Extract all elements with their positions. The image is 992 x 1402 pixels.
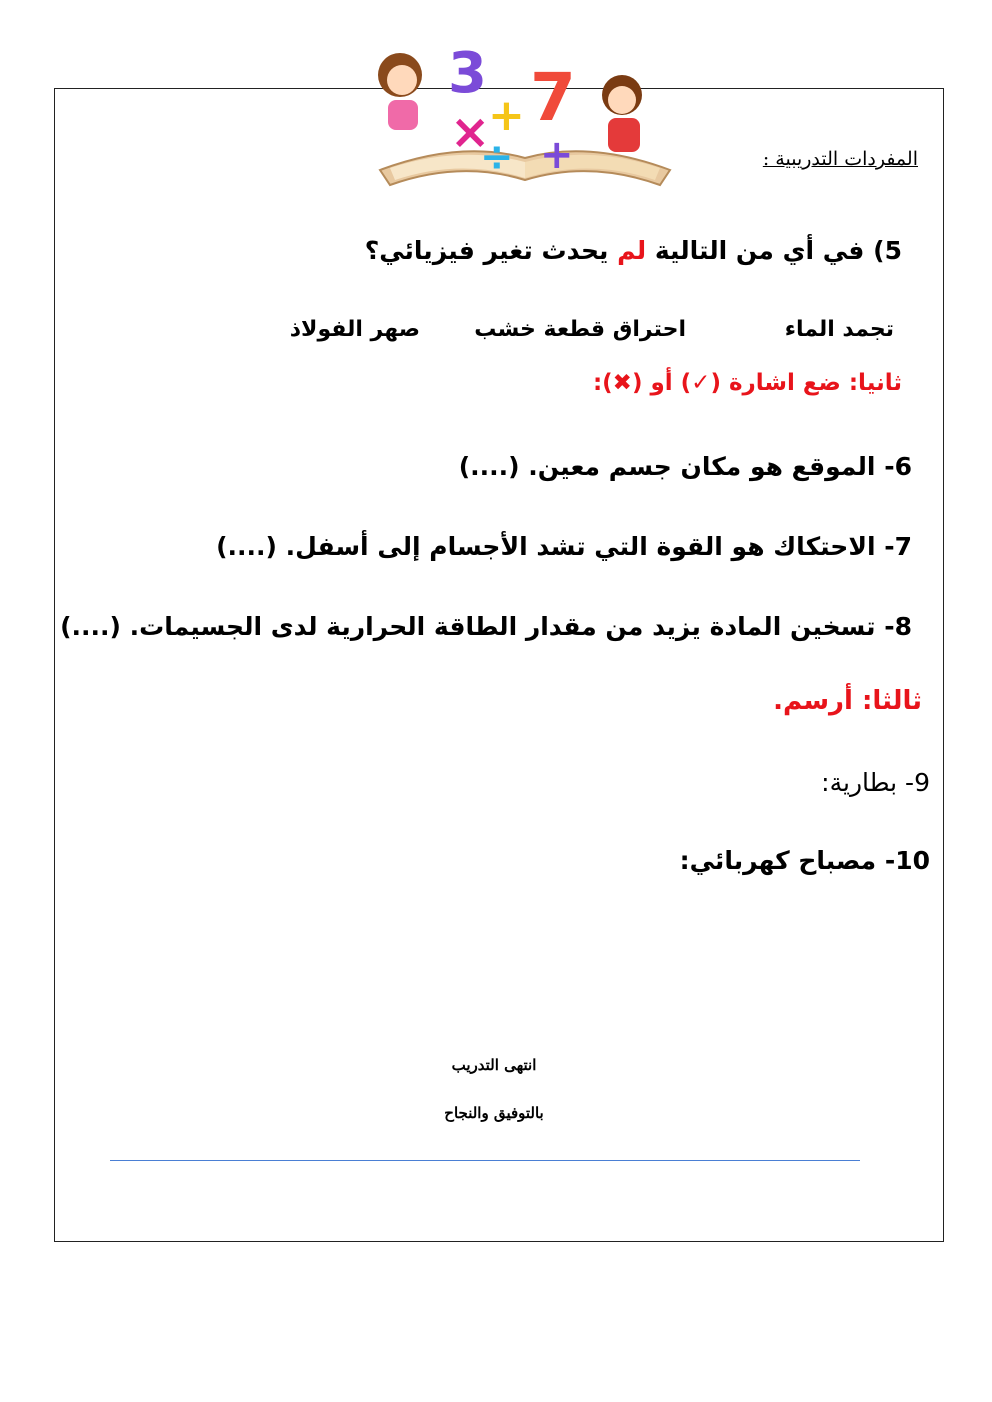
statement-7: 7- الاحتكاك هو القوة التي تشد الأجسام إلى أسفل. (....) — [216, 532, 912, 561]
option-3: صهر الفولاذ — [289, 317, 420, 342]
section-3-heading: ثالثا: أرسم. — [773, 686, 922, 716]
svg-text:7: 7 — [530, 59, 576, 136]
svg-text:+: + — [488, 90, 525, 141]
footer-end-text: انتهى التدريب — [451, 1056, 537, 1074]
children-with-math-book-icon — [360, 30, 690, 190]
statement-6: 6- الموقع هو مكان جسم معين. (....) — [458, 452, 912, 481]
svg-text:×: × — [450, 104, 491, 160]
cross-mark-icon: ✖ — [612, 370, 632, 396]
svg-text:+: + — [540, 132, 574, 178]
question-5 — [365, 236, 902, 265]
statement-8: 8- تسخين المادة يزيد من مقدار الطاقة الحرارية لدى الجسيمات. (....) — [60, 612, 912, 641]
question-text: في أي من التالية — [654, 236, 865, 265]
option-2: احتراق قطعة خشب — [474, 317, 686, 342]
highlight-word: لم — [617, 236, 647, 265]
question-text-end: يحدث تغير فيزيائي؟ — [364, 236, 609, 265]
check-mark-icon: ✓ — [691, 370, 711, 396]
section-label: المفردات التدريبية : — [762, 148, 918, 170]
footer-wish-text: بالتوفيق والنجاح — [444, 1104, 544, 1122]
svg-text:÷: ÷ — [480, 134, 514, 180]
draw-item-9: 9- بطارية: — [821, 768, 930, 797]
footer-divider — [110, 1160, 860, 1161]
question-number: 5) — [873, 236, 902, 265]
option-1: تجمد الماء — [784, 317, 894, 342]
svg-text:3: 3 — [448, 41, 487, 106]
section-2-heading: ثانيا: ضع اشارة (✓) أو (✖): — [592, 370, 902, 396]
draw-item-10: 10- مصباح كهربائي: — [679, 846, 930, 875]
